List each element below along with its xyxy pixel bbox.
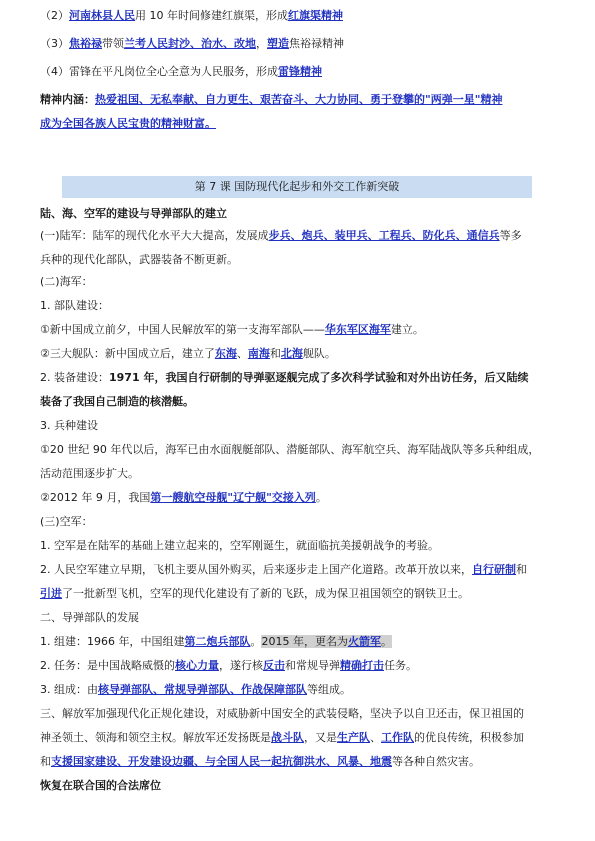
text-run: 建立。	[390, 323, 424, 336]
text-run: 等组成。	[307, 683, 351, 696]
text-line	[40, 322, 424, 338]
text-run: 了一批新型飞机，空军的现代化建设有了新的飞跃，成为保卫祖国领空的钢铁卫士。	[62, 587, 469, 600]
text-line	[40, 370, 528, 386]
text-run: 、	[236, 347, 248, 360]
key-term: 第二炮兵部队	[184, 635, 251, 648]
text-line	[40, 92, 502, 108]
key-term: 华东军区海军	[324, 323, 391, 336]
text-line	[40, 228, 522, 244]
key-term: 焦裕禄	[69, 37, 102, 50]
text-run: （4）雷锋在平凡岗位全心全意为人民服务，形成	[40, 65, 278, 78]
key-term: 兰考人民封沙、治水、改地	[124, 37, 256, 50]
text-run: 和常规导弹	[285, 659, 340, 672]
text-line: 装备了我国自己制造的核潜艇。	[40, 395, 194, 408]
text-line	[40, 754, 480, 770]
text-line: ①20 世纪 90 年代以后，海军已由水面舰艇部队、潜艇部队、海军航空兵、海军陆战队等多兵种组成，	[40, 443, 540, 456]
item-number: （2）	[40, 9, 69, 22]
text-run: (一)陆军：陆军的现代化水平大大提高，发展成	[40, 229, 269, 242]
highlighted-text: 。	[380, 635, 392, 648]
key-term: 反击	[263, 659, 285, 672]
key-term: 红旗渠精神	[288, 9, 343, 22]
key-term: 生产队	[337, 731, 370, 744]
key-term: 核心力量	[175, 659, 219, 672]
text-run: 舰队。	[302, 347, 336, 360]
text-run: 任务。	[384, 659, 417, 672]
text-line	[40, 634, 392, 650]
highlighted-text: 2015 年，更名为	[261, 635, 348, 648]
text-run: 2. 装备建设：	[40, 371, 109, 384]
text-run: 和	[516, 563, 527, 576]
key-term: 自行研制	[472, 563, 516, 576]
text-line	[40, 490, 327, 506]
text-line: 二、导弹部队的发展	[40, 611, 139, 624]
key-term: 东海	[214, 347, 237, 360]
text-run: 用 10 年时间修建红旗渠，形成	[135, 9, 288, 22]
text-run: 的优良传统，积极参加	[414, 731, 524, 744]
text-line	[40, 658, 417, 674]
text-line	[40, 562, 527, 578]
text-run: ②2012 年 9 月，我国	[40, 491, 151, 504]
key-term: 步兵、炮兵、装甲兵、工程兵、防化兵、通信兵	[268, 229, 500, 242]
text-line	[40, 36, 344, 52]
text-line: 1. 部队建设：	[40, 299, 109, 312]
text-run: 带领	[102, 37, 124, 50]
key-term: 火箭军	[347, 635, 381, 648]
text-run: 。	[250, 635, 262, 648]
key-term: 雷锋精神	[278, 65, 322, 78]
text-run: 2. 人民空军建立早期，飞机主要从国外购买，后来逐步走上国产化道路。改革开放以来，	[40, 563, 472, 576]
key-term: 热爱祖国、无私奉献、自力更生、艰苦奋斗、大力协同、勇于登攀的"两弹一星"精神	[95, 93, 503, 106]
subsection-heading: 陆、海、空军的建设与导弹部队的建立	[40, 207, 227, 220]
key-term: 南海	[247, 347, 270, 360]
section-title-bar: 第 7 课 国防现代化起步和外交工作新突破	[62, 176, 532, 198]
text-line	[40, 64, 322, 80]
text-line	[40, 730, 524, 746]
text-run: ，又是	[304, 731, 337, 744]
text-run: ①新中国成立前夕，中国人民解放军的第一支海军部队——	[40, 323, 325, 336]
text-run: 焦裕禄精神	[289, 37, 344, 50]
text-line	[40, 682, 351, 698]
key-term: 引进	[40, 587, 62, 600]
text-run: ②三大舰队：新中国成立后，建立了	[40, 347, 215, 360]
text-run: 和	[269, 347, 281, 360]
text-line: 兵种的现代化部队，武器装备不断更新。	[40, 253, 238, 266]
text-line	[40, 346, 336, 362]
key-term: 成为全国各族人民宝贵的精神财富。	[40, 117, 216, 130]
text-line: (三)空军：	[40, 515, 93, 528]
bold-text: 1971 年，我国自行研制的导弹驱逐舰完成了多次科学试验和对外出访任务，后又陆续	[109, 371, 529, 384]
key-term: 支援国家建设、开发建设边疆、与全国人民一起抗御洪水、风暴、地震	[51, 755, 392, 768]
text-run: 2. 任务：是中国战略威慑的	[40, 659, 175, 672]
text-run: 等多	[499, 229, 522, 242]
text-run: 等各种自然灾害。	[392, 755, 480, 768]
key-term: 塑造	[267, 37, 289, 50]
text-run: 1. 组建：1966 年，中国组建	[40, 635, 185, 648]
text-run: 和	[40, 755, 51, 768]
text-run: 神圣领土、领海和领空主权。解放军还发扬既是	[40, 731, 271, 744]
text-line	[40, 586, 469, 602]
text-line	[40, 116, 216, 132]
key-term: 河南林县人民	[69, 9, 135, 22]
key-term: 北海	[280, 347, 303, 360]
text-run: ，	[256, 37, 267, 50]
text-run: 3. 组成：由	[40, 683, 98, 696]
text-line: 3. 兵种建设	[40, 419, 98, 432]
key-term: 战斗队	[271, 731, 304, 744]
text-line: (二)海军：	[40, 275, 93, 288]
label-text: 精神内涵：	[40, 93, 95, 106]
key-term: 工作队	[381, 731, 414, 744]
subsection-heading: 恢复在联合国的合法席位	[40, 779, 161, 792]
key-term: 核导弹部队、常规导弹部队、作战保障部队	[98, 683, 307, 696]
text-line	[40, 8, 343, 24]
text-run: 。	[315, 491, 327, 504]
key-term: 精确打击	[340, 659, 384, 672]
text-line: 活动范围逐步扩大。	[40, 467, 139, 480]
text-run: 、	[370, 731, 381, 744]
text-line: 1. 空军是在陆军的基础上建立起来的，空军刚诞生，就面临抗美援朝战争的考验。	[40, 539, 439, 552]
text-run: ，遂行核	[219, 659, 263, 672]
key-term: 第一艘航空母舰"辽宁舰"交接入列	[150, 491, 316, 504]
item-number: （3）	[40, 37, 69, 50]
text-line: 三、解放军加强现代化正规化建设，对威胁新中国安全的武装侵略，坚决予以自卫还击，保卫祖国的	[40, 707, 524, 720]
